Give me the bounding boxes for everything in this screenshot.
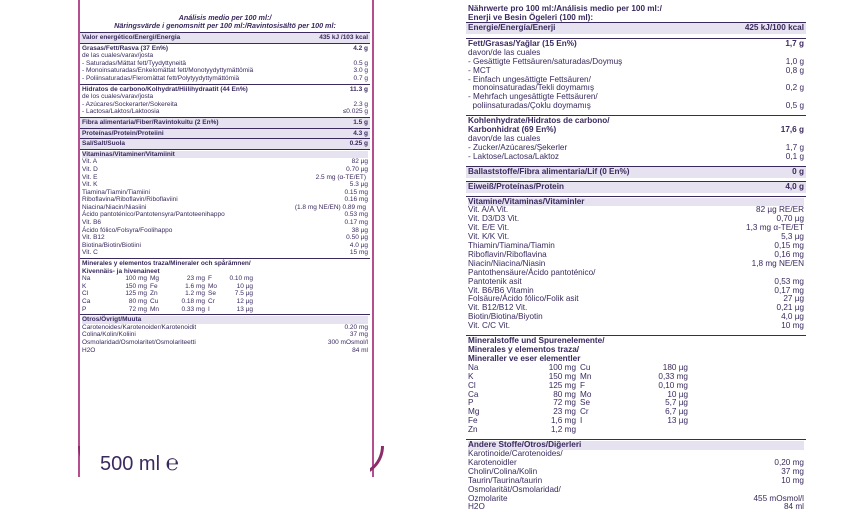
- mineral-symbol: Ca: [82, 298, 91, 305]
- mineral-symbol: Mo: [208, 282, 218, 290]
- mineral-value: 0.18 mg: [181, 298, 205, 305]
- nutrient-row: [82, 249, 368, 257]
- nutrient-value: 3.0 g: [353, 67, 368, 75]
- nutrient-label: Riboflavina/Riboflavin/Riboflaviini: [82, 196, 178, 204]
- nutrient-label: Vit. E/E Vit.: [468, 223, 510, 233]
- nutrient-label: Pantothensäure/Ácido pantoténico/: [468, 267, 596, 277]
- fibre-value: 1.5 g: [353, 118, 368, 126]
- mineral-symbol: Cr: [208, 298, 215, 305]
- nutrient-value: 0,15 mg: [774, 241, 804, 251]
- nutrient-label: - Mehrfach ungesättigte Fettsäuren/: [468, 92, 598, 102]
- nutrient-label: davon/de las cuales: [468, 47, 541, 57]
- nutrient-row: [82, 189, 368, 197]
- nutrient-row: [82, 108, 368, 116]
- volume-text: 500 ml: [100, 453, 161, 475]
- nutrient-label: Biotin/Biotina/Biyotin: [468, 312, 543, 322]
- nutrient-label: - Azúcares/Sockerarter/Sokereita: [82, 100, 178, 108]
- nutrient-label: Vit. B6: [82, 219, 102, 227]
- left-fat-section: [80, 43, 370, 84]
- nutrient-value: 4.0 µg: [349, 241, 368, 249]
- nutrient-value: 5.3 µg: [349, 181, 368, 189]
- mineral-symbol: I: [580, 416, 583, 426]
- mineral-value: 80 mg: [128, 298, 147, 305]
- mineral-symbol: I: [208, 305, 210, 313]
- nutrient-value: 11.3 g: [349, 85, 368, 93]
- mineral-value: 12 µg: [236, 298, 253, 305]
- nutrient-label: Karotinoide/Carotenoides/: [468, 448, 563, 458]
- mineral-value: 1.2 mg: [185, 290, 205, 298]
- mineral-symbol: Se: [208, 290, 216, 298]
- nutrient-value: 37 mg: [349, 331, 368, 339]
- nutrient-mid-value: [172, 227, 351, 235]
- nutrient-value: 455 mOsmol/l: [753, 493, 804, 503]
- salt-value: 0.25 g: [349, 140, 368, 148]
- mineral-value: 13 µg: [667, 416, 688, 426]
- right-nutrition-panel: [466, 0, 806, 512]
- nutrient-row: [82, 242, 368, 250]
- energy-value: 425 kJ/100 kcal: [744, 23, 804, 32]
- nutrient-value: 10 mg: [781, 475, 804, 485]
- vitamins-title: Vitaminas/Vitaminer/Vitamiinit: [82, 151, 368, 159]
- nutrient-value: 0.20 mg: [344, 323, 368, 331]
- nutrient-label: - Saturadas/Mättat fett/Tyydyttyneitä: [82, 59, 187, 67]
- mineral-value: 80 mg: [553, 389, 576, 399]
- right-minerals-section: [466, 335, 806, 436]
- nutrient-row: [82, 196, 368, 204]
- nutrient-row: [82, 227, 368, 235]
- mineral-value: 100 mg: [125, 275, 147, 283]
- nutrient-label: Fett/Grasas/Yağlar (15 En%): [468, 38, 577, 48]
- right-header: [466, 4, 806, 22]
- mineral-symbol: K: [468, 371, 474, 381]
- left-minerals-section: [80, 258, 370, 314]
- minerals-grid: [82, 275, 368, 313]
- nutrient-label: Niacin/Niacina/Niasin: [468, 258, 546, 268]
- nutrient-value: 37 mg: [781, 466, 804, 476]
- nutrient-value: 0.15 mg: [344, 188, 368, 196]
- nutrient-row: [468, 102, 804, 111]
- nutrient-value: 0.17 mg: [344, 219, 368, 227]
- mineral-symbol: F: [208, 275, 212, 283]
- volume-label: [100, 450, 179, 476]
- left-protein-row: [80, 128, 370, 139]
- nutrient-row: [82, 339, 368, 347]
- nutrient-value: 1,0 g: [785, 56, 804, 66]
- minerals-title: Minerales y elementos traza/: [468, 345, 580, 354]
- mineral-symbol: Cl: [82, 290, 89, 298]
- nutrient-row: [468, 495, 804, 504]
- nutrient-label: Ácido pantoténico/Pantotensyra/Pantoteenihappo: [82, 211, 225, 219]
- nutrient-label: Vit. K/K Vit.: [468, 232, 510, 242]
- right-header-line: Nährwerte pro 100 ml:/Análisis medio per 100 ml:/: [468, 4, 662, 13]
- nutrient-value: 0,1 g: [785, 151, 804, 161]
- mineral-symbol: K: [82, 282, 87, 290]
- nutrient-label: Grasas/Fett/Rasva (37 En%): [82, 44, 168, 52]
- mineral-symbol: Ca: [468, 389, 479, 399]
- right-fat-section: [466, 38, 806, 112]
- nutrient-row: [82, 347, 368, 355]
- mineral-value: 0,10 mg: [658, 380, 688, 390]
- others-title: Otros/Övrigt/Muuta: [82, 316, 368, 324]
- nutrient-label: - Poliinsaturadas/Fleromättat fett/Polytyydyttymättömiä: [82, 74, 240, 82]
- nutrient-mid-value: [101, 219, 344, 227]
- protein-value: 4,0 g: [785, 181, 804, 191]
- estimated-sign-icon: ℮: [165, 450, 179, 475]
- nutrient-label: de las cuales/varav/josta: [82, 52, 154, 60]
- mineral-value: 150 mg: [125, 282, 147, 290]
- nutrient-value: 1,8 mg NE/EN: [751, 258, 804, 268]
- nutrient-mid-value: [97, 181, 349, 189]
- nutrient-label: Vit. C: [82, 249, 98, 257]
- nutrient-row: [82, 158, 368, 166]
- nutrient-label: Vit. C/C Vit.: [468, 321, 511, 331]
- mineral-symbol: Se: [580, 398, 591, 408]
- mineral-value: 23 mg: [186, 275, 205, 283]
- nutrient-label: - MCT: [468, 65, 491, 75]
- mineral-symbol: Na: [468, 362, 479, 372]
- nutrient-row: [82, 166, 368, 174]
- nutrient-value: 0,8 g: [785, 65, 804, 75]
- nutrient-value: 2.3 g: [353, 100, 368, 108]
- mineral-value: [618, 426, 692, 435]
- left-carbs-section: [80, 84, 370, 117]
- right-carbs-section: [466, 115, 806, 163]
- minerals-grid: [468, 364, 804, 435]
- nutrient-value: 0.53 mg: [344, 211, 368, 219]
- nutrient-row: [82, 45, 368, 53]
- right-vitamins-section: [466, 196, 806, 333]
- fibre-label: Fibra alimentaria/Fiber/Ravintokuitu (2 En%): [82, 118, 219, 126]
- nutrient-value: 0,70 µg: [776, 214, 804, 224]
- nutrient-row: [468, 224, 804, 233]
- mineral-value: 1.6 mg: [185, 282, 205, 290]
- mineral-value: 0.10 mg: [229, 275, 253, 283]
- energy-label: Energie/Energía/Enerji: [468, 23, 556, 32]
- nutrient-label: - Laktose/Lactosa/Laktoz: [468, 151, 560, 161]
- mineral-symbol: Mo: [580, 389, 592, 399]
- minerals-title: Minerales y elementos traza/Mineraler och spårämnen/: [82, 260, 251, 268]
- mineral-symbol: Fe: [150, 282, 158, 290]
- nutrient-value: 4,0 µg: [781, 312, 804, 322]
- others-title: Andere Stoffe/Otros/Diğerleri: [468, 441, 804, 450]
- mineral-value: 0.33 mg: [181, 305, 205, 313]
- nutrient-label: Niacina/Niacin/Niasiini: [82, 203, 147, 211]
- nutrient-value: 0.16 mg: [344, 196, 368, 204]
- minerals-title: Mineraller ve eser elementler: [468, 353, 581, 363]
- nutrient-row: [82, 324, 368, 332]
- nutrient-row: [82, 67, 368, 75]
- nutrient-row: [82, 60, 368, 68]
- nutrient-value: 0.50 µg: [346, 234, 368, 242]
- minerals-title: Mineralstoffe und Spurenelemente/: [468, 336, 605, 346]
- nutrient-value: 0,21 µg: [776, 303, 804, 313]
- nutrient-label: - Einfach ungesättigte Fettsäuren/: [468, 74, 591, 84]
- nutrient-value: 0,17 mg: [774, 285, 804, 295]
- nutrient-label: Vit. D: [82, 165, 98, 173]
- mineral-symbol: P: [468, 398, 474, 408]
- nutrient-value: 10 mg: [781, 321, 804, 331]
- nutrient-label: H2O: [468, 502, 485, 512]
- mineral-value: 1,6 mg: [550, 416, 576, 426]
- mineral-symbol: Cu: [580, 362, 591, 372]
- fibre-label: Ballaststoffe/Fibra alimentaria/Lif (0 En%): [468, 166, 630, 176]
- mineral-value: 6,7 µg: [665, 407, 688, 417]
- nutrient-label: Karbonhidrat (69 En%): [468, 125, 557, 135]
- nutrient-value: 0,2 g: [785, 83, 804, 93]
- nutrient-value: 0.7 g: [353, 74, 368, 82]
- left-nutrition-panel: [80, 0, 370, 477]
- nutrient-label: Kohlenhydrate/Hidratos de carbono/: [468, 116, 610, 126]
- nutrient-value: 0,16 mg: [774, 249, 804, 259]
- mineral-value: 72 mg: [553, 398, 576, 408]
- nutrient-label: Vit. A/A Vit.: [468, 205, 509, 215]
- nutrient-label: Carotenoides/Karotenoider/Karotenoidit: [82, 323, 197, 331]
- left-salt-row: [80, 138, 370, 149]
- nutrient-row: [82, 101, 368, 109]
- nutrient-row: [82, 93, 368, 101]
- nutrient-row: [468, 58, 804, 67]
- nutrient-label: Biotina/Biotin/Biotiini: [82, 241, 141, 249]
- nutrient-row: [82, 181, 368, 189]
- nutrient-value: 1,7 g: [785, 38, 804, 48]
- mineral-value: 10 µg: [236, 282, 253, 290]
- left-fibre-row: [80, 117, 370, 128]
- mineral-symbol: Mn: [580, 371, 592, 381]
- mineral-symbol: Fe: [468, 416, 478, 426]
- nutrient-row: [82, 174, 368, 182]
- nutrient-row: [82, 86, 368, 94]
- right-protein-row: [466, 181, 806, 193]
- nutrient-row: [82, 234, 368, 242]
- protein-label: Proteínas/Protein/Proteiini: [82, 129, 164, 137]
- left-header: [80, 14, 370, 30]
- left-vitamins-section: [80, 149, 370, 258]
- nutrient-mid-value: 2.5 mg (α-TE/ET): [315, 173, 366, 181]
- nutrient-mid-value: (1.8 mg NE/EN) 0.89 mg: [294, 203, 366, 211]
- nutrient-mid-value: [150, 189, 345, 197]
- nutrient-mid-value: [98, 166, 346, 174]
- nutrient-label: Cholin/Colina/Kolin: [468, 466, 538, 476]
- nutrient-label: Ácido fólico/Folsyra/Foolihappo: [82, 226, 173, 234]
- nutrient-row: [82, 52, 368, 60]
- nutrient-value: 1,7 g: [785, 142, 804, 152]
- nutrient-label: Vit. B12: [82, 234, 105, 242]
- nutrient-value: 0,20 mg: [774, 457, 804, 467]
- nutrient-value: 38 µg: [351, 226, 368, 234]
- nutrient-mid-value: [97, 158, 352, 166]
- nutrient-value: 27 µg: [783, 294, 804, 304]
- nutrient-value: 82 µg RE/ER: [756, 205, 804, 215]
- mineral-value: 125 mg: [548, 380, 576, 390]
- label-right-border: [372, 0, 374, 477]
- nutrient-label: Hidratos de carbono/Kolhydrat/Hiilihydraatit (44 En%): [82, 85, 248, 93]
- mineral-value: 0,33 mg: [658, 371, 688, 381]
- mineral-symbol: Cr: [580, 407, 589, 417]
- nutrient-value: 5,3 µg: [781, 232, 804, 242]
- nutrient-label: Tiamina/Tiamin/Tiamiini: [82, 188, 150, 196]
- nutrient-label: de los cuales/varav/josta: [82, 93, 154, 101]
- nutrient-row: [82, 331, 368, 339]
- nutrient-value: 15 mg: [349, 249, 368, 257]
- left-header-line: Näringsvärde i genomsnitt per 100 ml:/Ravintosisältö per 100 ml:: [114, 21, 336, 30]
- mineral-symbol: Cl: [468, 380, 476, 390]
- mineral-symbol: Mn: [150, 305, 160, 313]
- energy-label: Valor energético/Energi/Energia: [82, 34, 181, 41]
- nutrient-label: - Gesättigte Fettsäuren/saturadas/Doymuş: [468, 56, 623, 66]
- nutrient-mid-value: [225, 211, 345, 219]
- mineral-value: 1,2 mg: [550, 425, 576, 435]
- energy-value: 435 kJ /103 kcal: [319, 34, 368, 41]
- mineral-value: 72 mg: [128, 305, 147, 313]
- left-header-line: Análisis medio per 100 ml:/: [178, 13, 272, 22]
- mineral-value: 7.5 µg: [234, 290, 253, 298]
- nutrient-label: Vit. E: [82, 173, 98, 181]
- nutrient-label: Colina/Kolin/Koliini: [82, 331, 136, 339]
- salt-label: Sal/Salt/Suola: [82, 140, 125, 148]
- nutrient-mid-value: [178, 196, 345, 204]
- mineral-value: 100 mg: [548, 362, 576, 372]
- nutrient-label: monoinsaturadas/Tekli doymamış: [468, 83, 595, 93]
- nutrient-value: 300 mOsmol/l: [327, 338, 368, 346]
- mineral-symbol: Mg: [468, 407, 480, 417]
- right-others-section: [466, 439, 806, 513]
- nutrient-mid-value: [141, 242, 350, 250]
- nutrient-label: Osmolaridad/Osmolaritet/Osmolariteetti: [82, 338, 196, 346]
- nutrient-label: Vit. K: [82, 181, 98, 189]
- mineral-symbol: [580, 426, 618, 435]
- vitamins-title: Vitamine/Vitaminas/Vitaminler: [468, 198, 804, 207]
- nutrient-value: 4.2 g: [353, 44, 368, 52]
- protein-value: 4.3 g: [353, 129, 368, 137]
- nutrient-label: Vit. D3/D3 Vit.: [468, 214, 520, 224]
- mineral-symbol: P: [82, 305, 87, 313]
- nutrient-row: [468, 503, 804, 512]
- nutrient-label: H2O: [82, 346, 96, 354]
- nutrient-row: [468, 313, 804, 322]
- nutrient-mid-value: [105, 234, 347, 242]
- mineral-value: 10 µg: [667, 389, 688, 399]
- nutrient-row: [468, 450, 804, 459]
- left-others-section: [80, 314, 370, 355]
- right-energy-row: [466, 22, 806, 34]
- nutrient-label: Vit. B6/B6 Vitamin: [468, 285, 534, 295]
- nutrient-row: [468, 322, 804, 331]
- nutrient-label: Folsäure/Ácido fólico/Folik asit: [468, 294, 579, 304]
- nutrient-value: ≤0.025 g: [342, 108, 368, 116]
- nutrient-label: - Monoinsaturadas/Enkelomättat fett/Monotyydyttymättömiä: [82, 67, 254, 75]
- minerals-title: Kivennäis- ja hivenaineet: [82, 267, 160, 275]
- mineral-symbol: Zn: [150, 290, 158, 298]
- nutrient-value: 0,53 mg: [774, 276, 804, 286]
- mineral-symbol: Mg: [150, 275, 160, 283]
- nutrient-value: 0.70 µg: [346, 165, 368, 173]
- left-energy-row: [80, 32, 370, 43]
- mineral-symbol: F: [580, 380, 586, 390]
- right-fibre-row: [466, 166, 806, 178]
- mineral-value: 13 µg: [236, 305, 253, 313]
- nutrient-label: Vit. B12/B12 Vit.: [468, 303, 528, 313]
- nutrient-label: Taurin/Taurina/taurin: [468, 475, 543, 485]
- nutrient-label: Karotenoidler: [468, 457, 517, 467]
- nutrient-label: Riboflavin/Riboflavina: [468, 249, 547, 259]
- mineral-value: 180 µg: [662, 362, 688, 372]
- mineral-symbol: Na: [82, 275, 91, 283]
- nutrient-row: [82, 219, 368, 227]
- nutrient-label: poliinsaturadas/Çoklu doymamış: [468, 101, 591, 111]
- mineral-symbol: Cu: [150, 298, 159, 305]
- protein-label: Eiweiß/Proteínas/Protein: [468, 181, 564, 191]
- nutrient-row: [468, 153, 804, 162]
- nutrient-label: Thiamin/Tiamina/Tiamin: [468, 241, 555, 251]
- nutrient-value: 0.5 g: [353, 59, 368, 67]
- nutrient-value: 17,6 g: [780, 125, 804, 135]
- mineral-value: 150 mg: [548, 371, 576, 381]
- nutrient-label: Vit. A: [82, 158, 98, 166]
- nutrient-row: [82, 211, 368, 219]
- right-header-line: Enerji ve Besin Ögeleri (100 ml):: [468, 13, 594, 22]
- mineral-value: 23 mg: [553, 407, 576, 417]
- nutrient-label: davon/de las cuales: [468, 133, 541, 143]
- nutrient-row: [82, 75, 368, 83]
- nutrient-value: 84 ml: [783, 502, 804, 512]
- nutrient-label: Osmolarität/Osmolaridad/: [468, 484, 561, 494]
- nutrient-label: Pantotenik asit: [468, 276, 522, 286]
- nutrient-label: Ozmolarite: [468, 493, 508, 503]
- mineral-value: 125 mg: [125, 290, 147, 298]
- nutrient-value: 1,3 mg α-TE/ET: [746, 223, 804, 233]
- nutrient-label: - Lactosa/Laktos/Laktoosia: [82, 108, 160, 116]
- nutrient-value: 82 µg: [351, 158, 368, 166]
- nutrient-label: - Zucker/Azúcares/Şekerler: [468, 142, 568, 152]
- fibre-value: 0 g: [792, 166, 804, 176]
- nutrient-value: 0,5 g: [785, 101, 804, 111]
- mineral-symbol: Zn: [468, 425, 478, 435]
- nutrient-value: 84 ml: [352, 346, 368, 354]
- mineral-value: 5,7 µg: [665, 398, 688, 408]
- nutrient-mid-value: [98, 249, 350, 257]
